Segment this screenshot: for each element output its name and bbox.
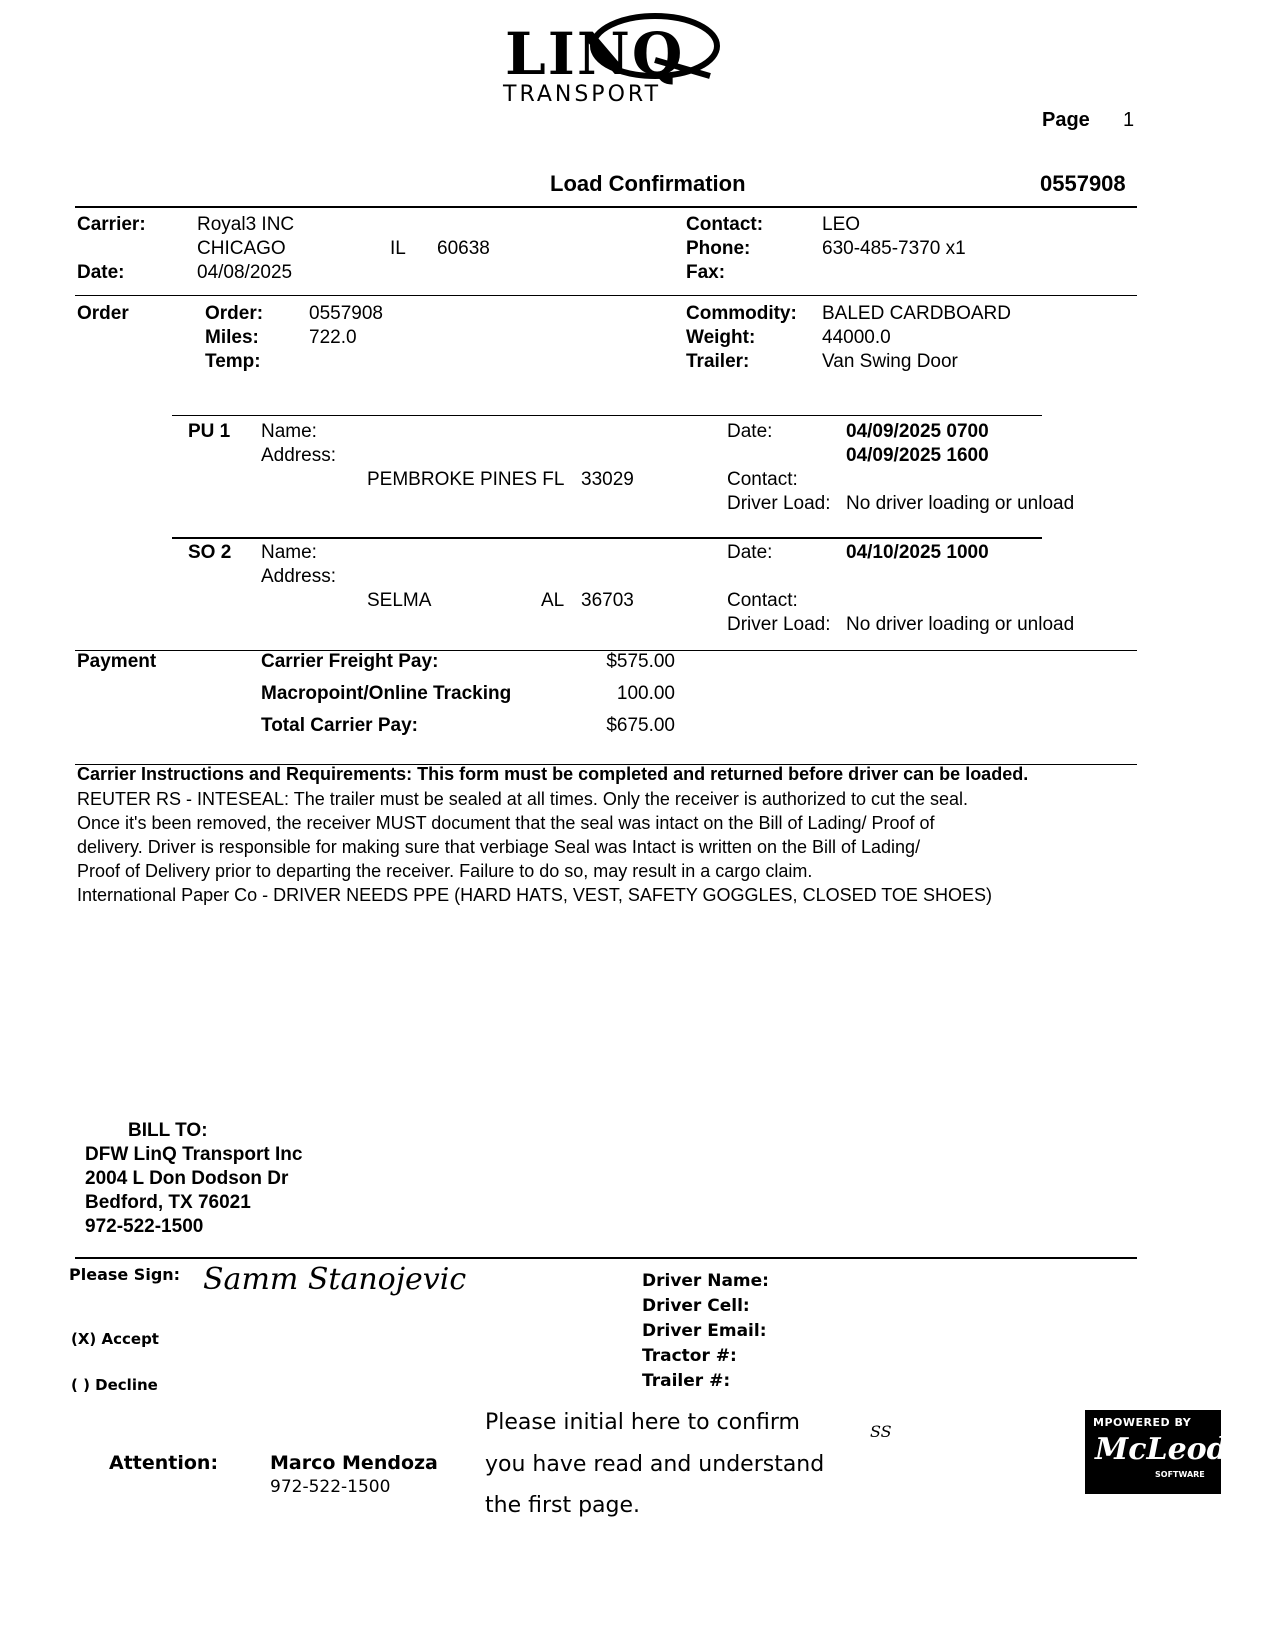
fax-label: Fax:: [686, 262, 726, 283]
phone-label: Phone:: [686, 238, 751, 259]
confirmation-date: 04/08/2025: [197, 262, 293, 283]
contact-label: Contact:: [686, 214, 764, 235]
initials-value[interactable]: SS: [870, 1422, 892, 1441]
payment-total-label: Total Carrier Pay:: [261, 715, 418, 736]
instruction-line: delivery. Driver is responsible for making sure that verbiage Seal was Intact is written on the Bill of Lading/: [77, 837, 921, 857]
temp-label: Temp:: [205, 351, 261, 372]
badge-line: MPOWERED BY: [1093, 1416, 1192, 1429]
logo-q-mark-icon: [585, 12, 725, 80]
date-label: Date:: [77, 262, 125, 283]
page-number: 1: [1123, 109, 1135, 131]
divider: [75, 1257, 1137, 1259]
bill-to-line: 2004 L Don Dodson Dr: [85, 1168, 289, 1189]
decline-option[interactable]: ( ) Decline: [71, 1376, 158, 1394]
order-miles: 722.0: [309, 327, 357, 348]
carrier-name: Royal3 INC: [197, 214, 295, 235]
stop-driver-load-label: Driver Load:: [727, 614, 831, 635]
badge-line: SOFTWARE: [1155, 1470, 1205, 1479]
stop-date-start: 04/10/2025 1000: [846, 542, 989, 563]
instruction-line: REUTER RS - INTESEAL: The trailer must be sealed at all times. Only the receiver is authorized to cut the seal.: [77, 789, 969, 809]
please-sign-label: Please Sign:: [69, 1265, 181, 1284]
bill-to-label: BILL TO:: [128, 1120, 208, 1141]
stop-date-label: Date:: [727, 421, 773, 442]
initial-note-line: the first page.: [485, 1493, 641, 1518]
weight-label: Weight:: [686, 327, 756, 348]
commodity-value: BALED CARDBOARD: [822, 303, 1011, 324]
stop-code: SO 2: [188, 542, 232, 563]
divider: [75, 295, 1137, 296]
order-number: 0557908: [309, 303, 383, 324]
stop-name-label: Name:: [261, 542, 317, 563]
instruction-line: Proof of Delivery prior to departing the receiver. Failure to do so, may result in a cargo claim.: [77, 861, 813, 881]
trailer-label: Trailer:: [686, 351, 750, 372]
carrier-phone: 630-485-7370 x1: [822, 238, 966, 259]
tractor-label: Tractor #:: [642, 1346, 737, 1366]
attention-label: Attention:: [109, 1452, 219, 1474]
payment-section-label: Payment: [77, 651, 157, 672]
divider: [172, 537, 1042, 539]
payment-row-label: Macropoint/Online Tracking: [261, 683, 512, 704]
divider: [75, 206, 1137, 208]
stop-city: PEMBROKE PINES FL: [367, 469, 565, 490]
order-section-label: Order: [77, 303, 129, 324]
payment-row-label: Carrier Freight Pay:: [261, 651, 439, 672]
accept-option[interactable]: (X) Accept: [71, 1330, 159, 1348]
payment-row-value: 100.00: [616, 683, 675, 704]
attention-name: Marco Mendoza: [270, 1452, 438, 1474]
document-number: 0557908: [1040, 171, 1126, 196]
instruction-line: International Paper Co - DRIVER NEEDS PPE (HARD HATS, VEST, SAFETY GOGGLES, CLOSED TOE SHOES): [77, 885, 992, 905]
page-label: Page: [1042, 109, 1090, 131]
stop-name-label: Name:: [261, 421, 317, 442]
carrier-contact: LEO: [822, 214, 861, 235]
stop-driver-load-label: Driver Load:: [727, 493, 831, 514]
logo-tagline: TRANSPORT: [503, 82, 662, 107]
stop-state: AL: [541, 590, 565, 611]
divider: [172, 415, 1042, 416]
carrier-zip: 60638: [437, 238, 490, 259]
initial-note-line: Please initial here to confirm: [485, 1410, 800, 1435]
stop-address-label: Address:: [261, 566, 336, 587]
bill-to-line: DFW LinQ Transport Inc: [85, 1144, 303, 1165]
carrier-label: Carrier:: [77, 214, 146, 235]
mcleod-badge: [1085, 1410, 1228, 1494]
stop-zip: 36703: [581, 590, 634, 611]
bill-to-line: Bedford, TX 76021: [85, 1192, 251, 1213]
trailer-number-label: Trailer #:: [642, 1371, 731, 1391]
stop-date-label: Date:: [727, 542, 773, 563]
payment-total-value: $675.00: [606, 715, 675, 736]
commodity-label: Commodity:: [686, 303, 797, 324]
stop-driver-load: No driver loading or unload: [846, 493, 1075, 514]
instruction-line: Once it's been removed, the receiver MUST document that the seal was intact on the Bill of Lading/ Proof of: [77, 813, 935, 833]
attention-phone: 972-522-1500: [270, 1477, 391, 1497]
weight-value: 44000.0: [822, 327, 891, 348]
stop-date-end: 04/09/2025 1600: [846, 445, 989, 466]
stop-contact-label: Contact:: [727, 590, 798, 611]
stop-contact-label: Contact:: [727, 469, 798, 490]
stop-date-start: 04/09/2025 0700: [846, 421, 989, 442]
trailer-value: Van Swing Door: [822, 351, 958, 372]
driver-cell-label: Driver Cell:: [642, 1296, 750, 1316]
payment-row-value: $575.00: [606, 651, 675, 672]
stop-address-label: Address:: [261, 445, 336, 466]
initial-note-line: you have read and understand: [485, 1452, 825, 1477]
miles-label: Miles:: [205, 327, 259, 348]
company-logo: LINQ: [505, 20, 685, 88]
bill-to-line: 972-522-1500: [85, 1216, 204, 1237]
instructions-heading: Carrier Instructions and Requirements: This form must be completed and returned before driver can be loaded.: [77, 764, 1029, 784]
carrier-state: IL: [390, 238, 406, 259]
driver-name-label: Driver Name:: [642, 1271, 769, 1291]
driver-email-label: Driver Email:: [642, 1321, 767, 1341]
badge-logo: McLeod: [1095, 1432, 1228, 1467]
stop-code: PU 1: [188, 421, 231, 442]
stop-city: SELMA: [367, 590, 432, 611]
signature-value[interactable]: Samm Stanojevic: [203, 1262, 467, 1297]
order-label: Order:: [205, 303, 264, 324]
document-title: Load Confirmation: [550, 171, 746, 196]
stop-zip: 33029: [581, 469, 634, 490]
carrier-city: CHICAGO: [197, 238, 286, 259]
stop-driver-load: No driver loading or unload: [846, 614, 1075, 635]
